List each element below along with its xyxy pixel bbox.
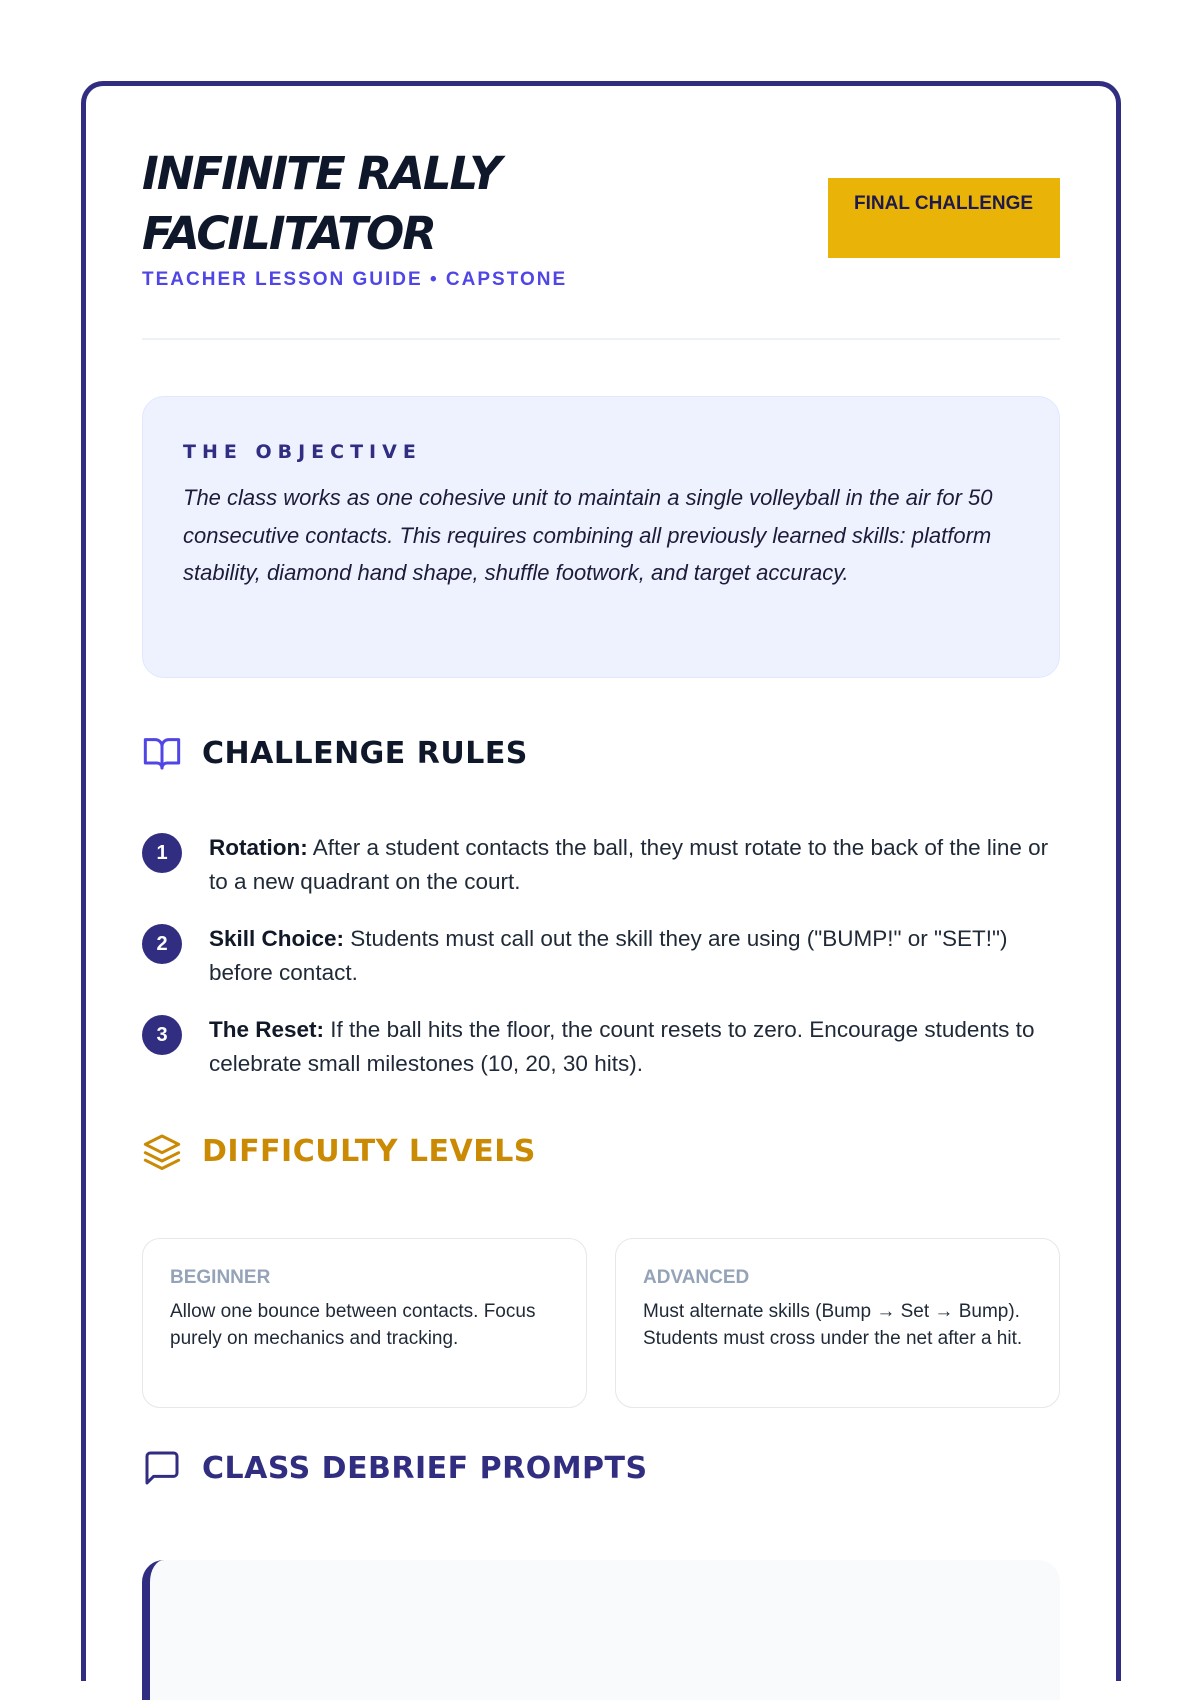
- page-subtitle: TEACHER LESSON GUIDE • CAPSTONE: [142, 269, 568, 290]
- step-number: 3: [142, 1015, 182, 1055]
- objective-text: The class works as one cohesive unit to maintain a single volleyball in the air for 50 consecutive contacts. This requires combining all previously learned skills: platform stability, diamond hand shape, shuffle footwork, and target accuracy.: [183, 485, 993, 585]
- objective-panel: [142, 396, 1060, 678]
- message-square-icon: [142, 1448, 182, 1488]
- level-name: BEGINNER: [170, 1267, 271, 1288]
- rule-description: If the ball hits the floor, the count resets to zero. Encourage students to celebrate small milestones (10, 20, 30 hits).: [209, 1017, 1035, 1076]
- page-title: INFINITE RALLY FACILITATOR: [142, 147, 500, 260]
- rule-text: [209, 922, 1060, 990]
- rules-title: CHALLENGE RULES: [202, 735, 528, 771]
- level-description: Allow one bounce between contacts. Focus purely on mechanics and tracking.: [170, 1301, 536, 1349]
- card-header: [142, 86, 1060, 340]
- objective-label: THE OBJECTIVE: [183, 441, 422, 463]
- list-item: [142, 1013, 1060, 1081]
- level-name: ADVANCED: [643, 1267, 750, 1288]
- rule-term: The Reset:: [209, 1017, 325, 1042]
- book-open-icon: [142, 733, 182, 773]
- level-description: Must alternate skills (Bump → Set → Bump). Students must cross under the net after a hit.: [643, 1301, 1023, 1349]
- list-item: [142, 922, 1060, 990]
- status-badge: FINAL CHALLENGE: [828, 178, 1060, 258]
- step-number: 2: [142, 924, 182, 964]
- difficulty-title: DIFFICULTY LEVELS: [202, 1133, 536, 1169]
- level-card-beginner: [142, 1238, 587, 1408]
- debrief-title: CLASS DEBRIEF PROMPTS: [202, 1450, 648, 1486]
- debrief-prompt-box: [142, 1560, 1060, 1700]
- rule-description: Students must call out the skill they are using ("BUMP!" or "SET!") before contact.: [209, 926, 1008, 985]
- level-card-advanced: [615, 1238, 1060, 1408]
- rules-list: [142, 831, 1060, 1104]
- rule-description: After a student contacts the ball, they must rotate to the back of the line or to a new quadrant on the court.: [209, 835, 1049, 894]
- difficulty-heading: [142, 1131, 536, 1171]
- card-content: [142, 86, 1060, 1486]
- list-item: [142, 831, 1060, 899]
- layers-icon: [142, 1131, 182, 1171]
- debrief-heading: [142, 1448, 648, 1488]
- rule-text: [209, 831, 1060, 899]
- lesson-card: [81, 81, 1121, 1681]
- rule-text: [209, 1013, 1060, 1081]
- step-number: 1: [142, 833, 182, 873]
- rule-term: Rotation:: [209, 835, 308, 860]
- rules-heading: [142, 733, 528, 773]
- rule-term: Skill Choice:: [209, 926, 345, 951]
- difficulty-levels: [142, 1238, 1060, 1408]
